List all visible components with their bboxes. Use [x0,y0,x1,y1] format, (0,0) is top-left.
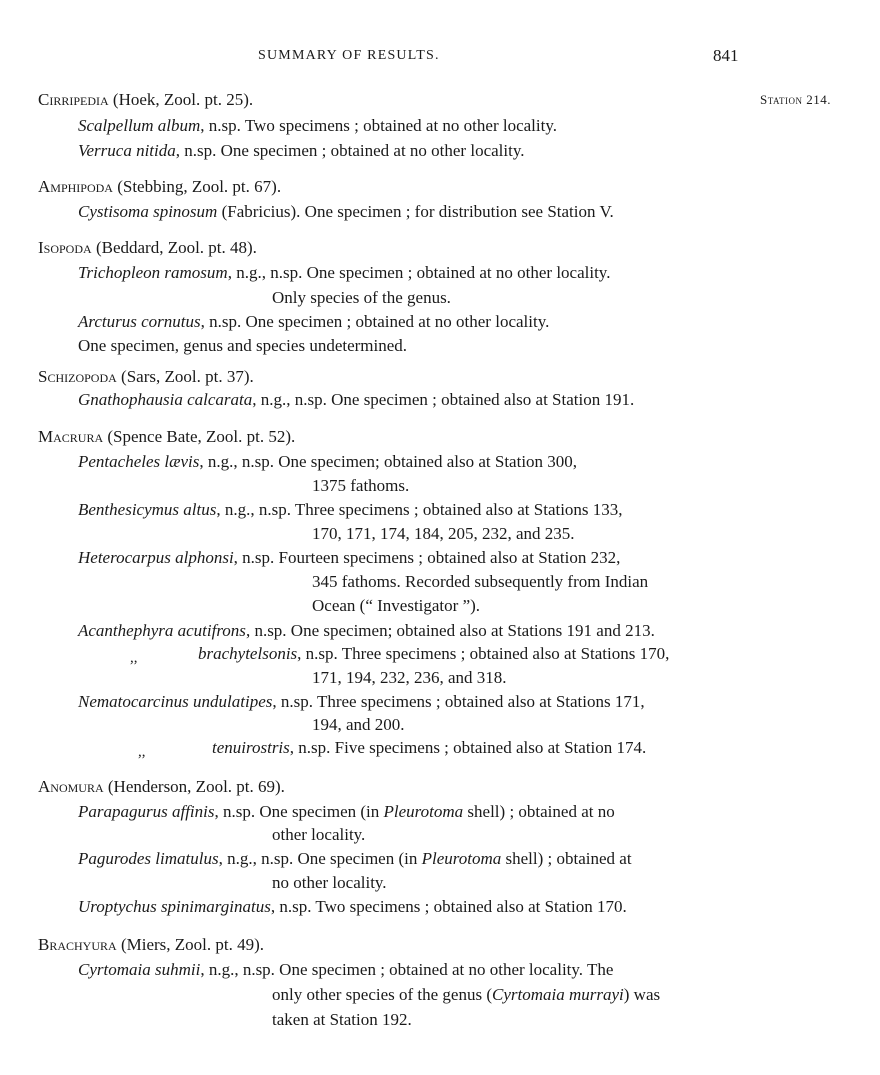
entry-continuation: 194, and 200. [312,715,405,734]
genus-name: Pleurotoma [421,849,502,868]
group-authority: (Hoek, Zool. pt. 25). [108,90,254,109]
group-name: Cirripedia [38,90,109,109]
running-head [0,46,880,70]
group-name: Brachyura [38,935,117,954]
species-entry [78,897,627,917]
species-name: Benthesicymus altus [78,500,217,519]
group-authority: (Spence Bate, Zool. pt. 52). [103,427,296,446]
species-details: , n.g., n.sp. One specimen ; obtained also at Station 191. [252,390,635,409]
group-note: One specimen, genus and species undetermined. [78,336,408,355]
species-entry [78,116,557,136]
group-heading-brachyura [38,935,264,955]
ditto-mark: ,, [138,744,146,760]
species-entry [78,692,645,712]
species-name: Uroptychus spinimarginatus [78,897,271,916]
species-name: Nematocarcinus undulatipes [78,692,273,711]
species-name: Pentacheles lævis [78,452,200,471]
species-entry [78,802,615,822]
species-details: , n.sp. One specimen ; obtained at no other locality. [200,312,550,331]
species-name: Scalpellum album [78,116,201,135]
group-authority: (Sars, Zool. pt. 37). [116,367,254,386]
species-details: , n.sp. Three specimens ; obtained also at Stations 170, [297,644,670,663]
species-details: , n.sp. Two specimens ; obtained also at Station 170. [270,897,627,916]
entry-continuation: Only species of the genus. [272,288,451,307]
species-name: Cystisoma spinosum [78,202,218,221]
species-entry [78,141,524,161]
species-name: Arcturus cornutus [78,312,201,331]
species-entry [212,738,646,758]
species-name: brachytelsonis [198,644,298,663]
group-name: Anomura [38,777,104,796]
species-name: Cyrtomaia suhmii [78,960,201,979]
species-details: , n.sp. Fourteen specimens ; obtained also at Station 232, [233,548,621,567]
species-details: , n.g., n.sp. Three specimens ; obtained also at Stations 133, [216,500,623,519]
entry-continuation: 171, 194, 232, 236, and 318. [312,668,507,687]
species-name: Heterocarpus alphonsi [78,548,234,567]
species-entry [78,452,577,472]
species-name: Trichopleon ramosum [78,263,228,282]
group-authority: (Miers, Zool. pt. 49). [116,935,265,954]
group-name: Isopoda [38,238,92,257]
species-details: , n.g., n.sp. One specimen ; obtained at no other locality. The [200,960,614,979]
group-heading-amphipoda [38,177,281,197]
species-entry [78,390,634,410]
species-details: , n.g., n.sp. One specimen (in [218,849,422,868]
continuation-text: only other species of the genus ( [272,985,492,1004]
entry-continuation: taken at Station 192. [272,1010,412,1029]
species-entry [78,202,614,222]
species-entry [78,849,632,869]
species-entry [78,548,620,568]
species-details: , n.g., n.sp. One specimen ; obtained at no other locality. [227,263,611,282]
species-name: Pagurodes limatulus [78,849,219,868]
species-details: (Fabricius). One specimen ; for distribution see Station V. [217,202,614,221]
species-name: Gnathophausia calcarata [78,390,253,409]
species-name: Verruca nitida [78,141,176,160]
group-heading-isopoda [38,238,257,258]
species-details: , n.g., n.sp. One specimen; obtained also at Station 300, [199,452,578,471]
species-details: shell) ; obtained at no [463,802,615,821]
group-authority: (Beddard, Zool. pt. 48). [91,238,257,257]
species-entry [78,312,549,332]
entry-continuation: other locality. [272,825,366,844]
station-label: Station 214. [760,92,832,107]
group-authority: (Stebbing, Zool. pt. 67). [112,177,282,196]
group-name: Schizopoda [38,367,117,386]
species-entry [78,960,613,980]
entry-continuation: 170, 171, 174, 184, 205, 232, and 235. [312,524,575,543]
species-entry [198,644,669,664]
species-details: , n.sp. One specimen (in [214,802,384,821]
species-name: Cyrtomaia murrayi [492,985,624,1004]
species-name: Acanthephyra acutifrons [78,621,246,640]
species-entry [78,263,610,283]
species-details: , n.sp. One specimen; obtained also at Stations 191 and 213. [245,621,655,640]
species-entry [78,621,655,641]
entry-continuation: Ocean (“ Investigator ”). [312,596,481,615]
group-heading-macrura [38,427,295,447]
species-entry [78,500,623,520]
species-details: , n.sp. Five specimens ; obtained also at Station 174. [289,738,647,757]
species-details: shell) ; obtained at [501,849,632,868]
group-heading-schizopoda [38,367,254,387]
group-heading-anomura [38,777,285,797]
entry-continuation: 1375 fathoms. [312,476,410,495]
group-name: Amphipoda [38,177,113,196]
entry-continuation: no other locality. [272,873,387,892]
species-name: Parapagurus affinis [78,802,215,821]
species-details: , n.sp. Two specimens ; obtained at no other locality. [200,116,557,135]
ditto-mark: ,, [130,650,138,666]
species-details: , n.sp. One specimen ; obtained at no other locality. [175,141,525,160]
species-name: tenuirostris [212,738,290,757]
entry-continuation: 345 fathoms. Recorded subsequently from Indian [312,572,649,591]
genus-name: Pleurotoma [383,802,464,821]
page-number: 841 [713,46,739,65]
group-authority: (Henderson, Zool. pt. 69). [103,777,285,796]
entry-continuation [272,985,660,1005]
group-name: Macrura [38,427,104,446]
group-heading-cirripedia [38,90,253,110]
running-title: SUMMARY OF RESULTS. [258,48,440,63]
continuation-text: ) was [623,985,661,1004]
species-details: , n.sp. Three specimens ; obtained also at Stations 171, [272,692,645,711]
